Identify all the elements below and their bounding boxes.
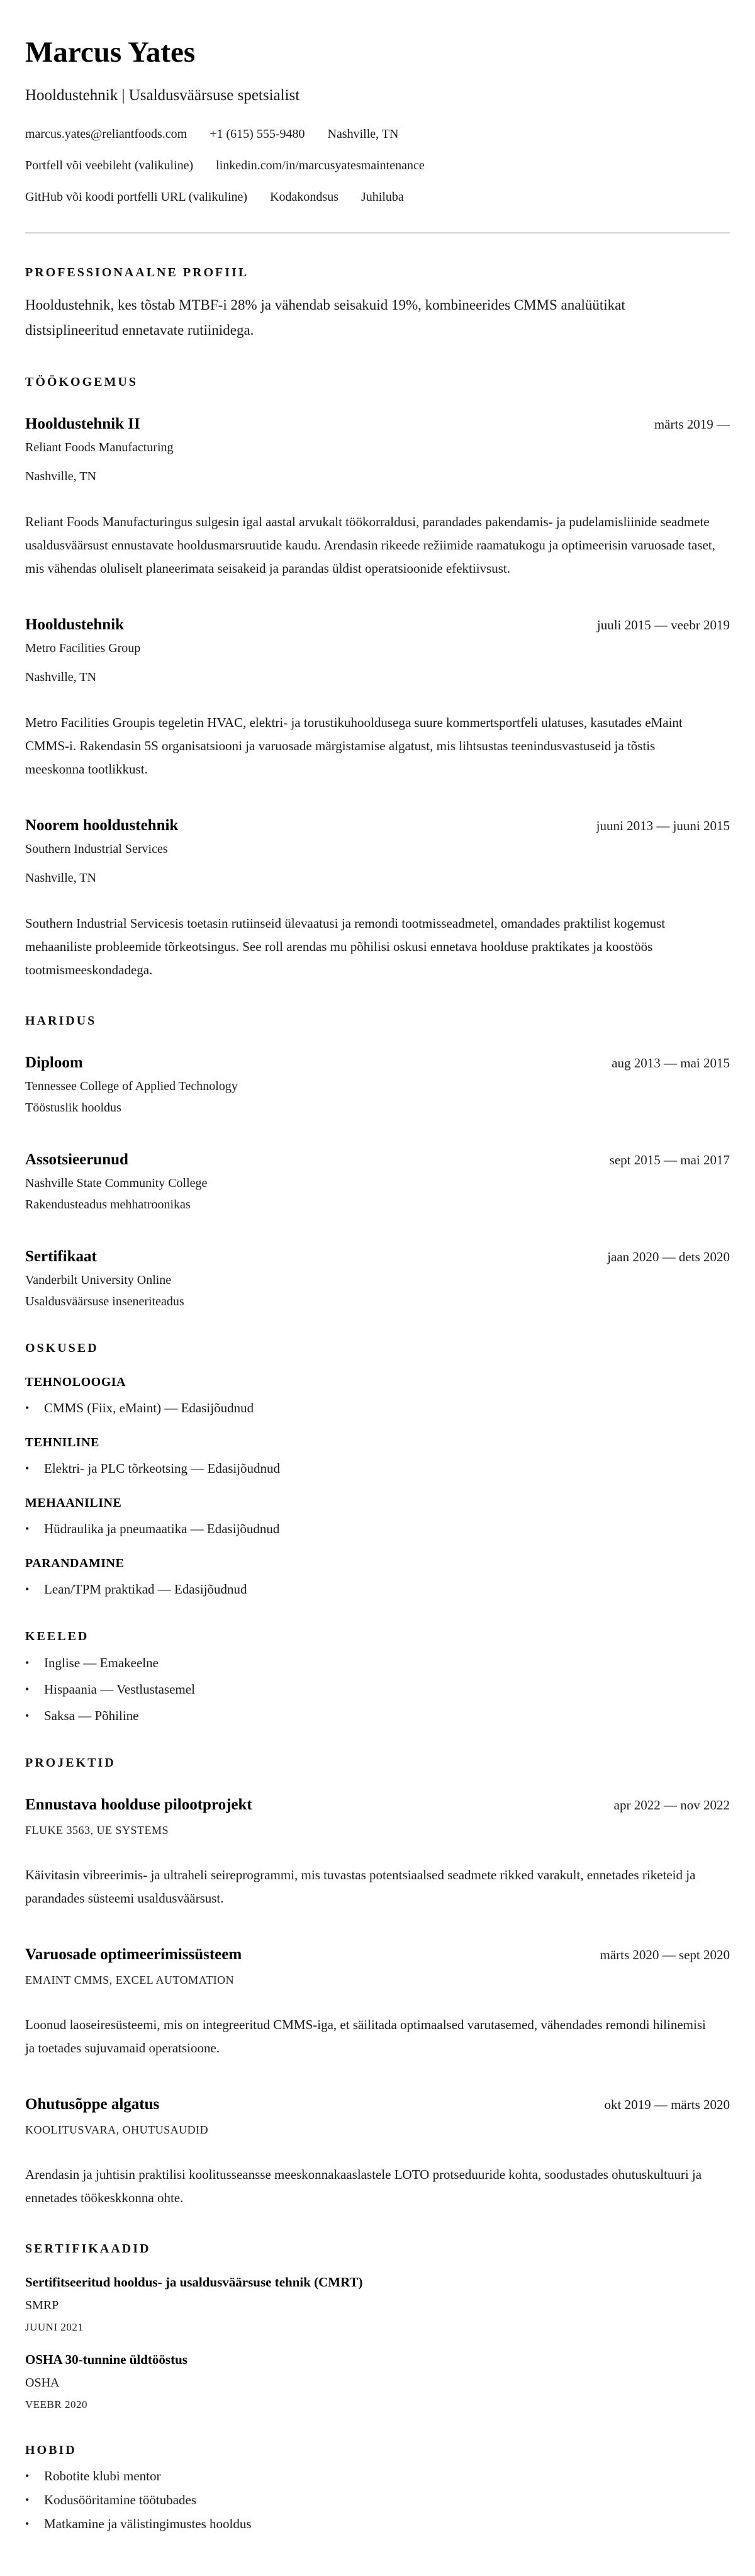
projects-heading: PROJEKTID: [25, 1755, 116, 1770]
job-location: Nashville, TN: [25, 871, 96, 885]
job-entry: [25, 415, 730, 580]
project-entry: [25, 1945, 730, 2060]
bullet-icon: •: [25, 1682, 30, 1696]
bullet-icon: •: [25, 2517, 30, 2531]
contact-row-3: [25, 189, 730, 205]
certification-entry: [25, 2351, 730, 2411]
language-item: [25, 1681, 730, 1697]
language-item-text: Inglise — Emakeelne: [44, 1655, 159, 1670]
skill-category: [25, 1556, 730, 1597]
job-entry-head: [25, 415, 730, 434]
education-dates: sept 2015 — mai 2017: [609, 1152, 730, 1167]
skill-category-name: TEHNOLOOGIA: [25, 1375, 126, 1389]
bullet-icon: •: [25, 1583, 30, 1595]
education-heading: HARIDUS: [25, 1014, 97, 1028]
contact-row-2: [25, 158, 730, 173]
education-entry: [25, 1054, 730, 1115]
job-entry-head: [25, 816, 730, 835]
contact-license-label: Juhiluba: [361, 190, 404, 204]
contact-phone: +1 (615) 555-9480: [210, 127, 305, 141]
skill-item: [25, 1581, 730, 1597]
skill-category-name: TEHNILINE: [25, 1436, 99, 1449]
hobby-item-text: Robotite klubi mentor: [44, 2468, 161, 2484]
education-field: Rakendusteadus mehhatroonikas: [25, 1198, 191, 1212]
languages-heading: KEELED: [25, 1629, 89, 1643]
education-degree: Diploom: [25, 1054, 83, 1071]
project-entry-head: [25, 1945, 730, 1964]
certification-date: JUUNI 2021: [25, 2320, 84, 2333]
profile-text: Hooldustehnik, kes tõstab MTBF-i 28% ja vähendab seisakuid 19%, kombineerides CMMS analüütikat distsiplineeritud ennetavate rutiinidega.: [25, 297, 625, 338]
contact-location: Nashville, TN: [327, 127, 399, 141]
education-entry-head: [25, 1054, 730, 1072]
contact-linkedin: linkedin.com/in/marcusyatesmaintenance: [216, 159, 425, 172]
header-divider: [25, 232, 730, 233]
job-location: Nashville, TN: [25, 670, 96, 684]
hobbies-list: [25, 2468, 730, 2532]
education-degree: Assotsieerunud: [25, 1151, 128, 1168]
skill-category: [25, 1435, 730, 1476]
project-description: Arendasin ja juhtisin praktilisi koolitusseansse meeskonnakaaslastele LOTO protseduuride kohta, soodustades ohutuskultuuri ja ennetades töökeskkonna ohte.: [25, 2166, 702, 2205]
project-entry: [25, 2095, 730, 2210]
education-entry: [25, 1247, 730, 1309]
skill-item: [25, 1400, 730, 1416]
section-hobbies: [25, 2443, 730, 2533]
bullet-icon: •: [25, 2470, 30, 2483]
skill-item-text: Lean/TPM praktikad — Edasijõudnud: [44, 1582, 247, 1597]
job-description: Metro Facilities Groupis tegeletin HVAC, elektri- ja torustikuhooldusega suure kommertsportfeli ulatuses, kasutades eMaint CMMS-i. Rakendasin 5S organisatsiooni ja varuosade märgistamise algatust, mis lihtsustas teenindusvastuseid ja tõstis meeskonna tootlikkust.: [25, 715, 683, 777]
contact-portfolio-label: Portfell või veebileht (valikuline): [25, 159, 194, 172]
certification-title: Sertifitseeritud hooldus- ja usaldusväärsuse tehnik (CMRT): [25, 2274, 363, 2290]
project-entry-head: [25, 1796, 730, 1814]
job-dates: märts 2019 —: [654, 417, 730, 432]
language-item: [25, 1707, 730, 1724]
bullet-icon: •: [25, 1522, 30, 1535]
resume-header: [25, 35, 730, 205]
job-dates: juuli 2015 — veebr 2019: [596, 617, 730, 633]
candidate-name: Marcus Yates: [25, 36, 196, 69]
education-entry: [25, 1150, 730, 1212]
languages-list: [25, 1655, 730, 1724]
skill-item: [25, 1460, 730, 1476]
job-company: Metro Facilities Group: [25, 641, 141, 655]
project-description: Loonud laoseiresüsteemi, mis on integreeritud CMMS-iga, et säilitada optimaalsed varutasemed, vähendades remondi hilinemisi ja toetades sujuvamaid operatsioone.: [25, 2016, 706, 2056]
skill-item-text: Elektri- ja PLC tõrkeotsing — Edasijõudnud: [44, 1461, 281, 1476]
education-school: Tennessee College of Applied Technology: [25, 1079, 238, 1093]
project-title: Varuosade optimeerimissüsteem: [25, 1945, 242, 1963]
education-entry-head: [25, 1150, 730, 1169]
contact-row-1: [25, 127, 730, 142]
project-title: Ennustava hoolduse pilootprojekt: [25, 1796, 252, 1813]
job-company: Southern Industrial Services: [25, 842, 168, 856]
job-dates: juuni 2013 — juuni 2015: [596, 818, 730, 833]
contact-email: marcus.yates@reliantfoods.com: [25, 127, 187, 141]
bullet-icon: •: [25, 1709, 30, 1722]
language-item: [25, 1655, 730, 1671]
skill-category: [25, 1375, 730, 1416]
hobby-item: [25, 2492, 730, 2508]
skill-item-text: Hüdraulika ja pneumaatika — Edasijõudnud: [44, 1521, 280, 1536]
project-dates: apr 2022 — nov 2022: [613, 1797, 730, 1813]
project-entry: [25, 1796, 730, 1910]
hobby-item-text: Matkamine ja välistingimustes hooldus: [44, 2516, 252, 2532]
contact-citizenship-label: Kodakondsus: [270, 190, 338, 204]
project-description: Käivitasin vibreerimis- ja ultraheli seireprogrammi, mis tuvastas potentsiaalsed seadmete rikked varakult, ennetades riketeid ja parandades süsteemi usaldusväärsust.: [25, 1867, 696, 1906]
project-tools: KOOLITUSVARA, OHUTUSAUDID: [25, 2123, 209, 2136]
project-dates: märts 2020 — sept 2020: [600, 1947, 730, 1962]
education-field: Usaldusväärsuse inseneriteadus: [25, 1295, 184, 1308]
skills-heading: OSKUSED: [25, 1341, 99, 1355]
job-title: Hooldustehnik: [25, 616, 125, 633]
project-tools: EMAINT CMMS, EXCEL AUTOMATION: [25, 1973, 235, 1986]
education-school: Vanderbilt University Online: [25, 1273, 172, 1287]
bullet-icon: •: [25, 2494, 30, 2507]
job-description: Reliant Foods Manufacturingus sulgesin igal aastal arvukalt töökorraldusi, parandades pakendamis- ja pudelamisliinide seadmete usaldusväärsust ennustavate hooldusmarsruutide kaudu. Arendasin rikeede režiimide raamatukogu ja optimeerisin varuosade taset, mis vähendas oluliselt planeerimata seisakeid ja parandas üldist operatsioonide efektiivsust.: [25, 514, 715, 576]
profile-heading: PROFESSIONAALNE PROFIIL: [25, 266, 249, 279]
hobby-item-text: Kodusööritamine töötubades: [44, 2492, 197, 2508]
education-dates: aug 2013 — mai 2015: [612, 1055, 730, 1071]
education-school: Nashville State Community College: [25, 1176, 208, 1190]
certification-issuer: SMRP: [25, 2298, 59, 2312]
project-entry-head: [25, 2095, 730, 2114]
bullet-icon: •: [25, 1402, 30, 1414]
job-entry: [25, 816, 730, 982]
skill-category-name: MEHAANILINE: [25, 1496, 122, 1510]
contact-github-label: GitHub või koodi portfelli URL (valikuline): [25, 190, 248, 204]
section-education: [25, 1013, 730, 1309]
education-degree: Sertifikaat: [25, 1248, 97, 1265]
hobbies-heading: HOBID: [25, 2443, 77, 2457]
education-field: Tööstuslik hooldus: [25, 1101, 121, 1115]
section-certifications: [25, 2241, 730, 2411]
candidate-title: Hooldustehnik | Usaldusväärsuse spetsialist: [25, 87, 300, 104]
skill-category: [25, 1495, 730, 1537]
hobby-item: [25, 2516, 730, 2532]
section-skills: [25, 1341, 730, 1597]
certification-issuer: OSHA: [25, 2375, 60, 2390]
job-location: Nashville, TN: [25, 470, 96, 483]
project-tools: FLUKE 3563, UE SYSTEMS: [25, 1823, 169, 1836]
job-title: Hooldustehnik II: [25, 415, 140, 432]
bullet-icon: •: [25, 1462, 30, 1475]
hobby-item: [25, 2468, 730, 2484]
certification-date: VEEBR 2020: [25, 2398, 87, 2410]
job-title: Noorem hooldustehnik: [25, 817, 179, 834]
certification-title: OSHA 30-tunnine üldtööstus: [25, 2351, 187, 2367]
section-languages: [25, 1629, 730, 1724]
education-dates: jaan 2020 — dets 2020: [607, 1249, 730, 1264]
skill-item: [25, 1521, 730, 1537]
skill-item-text: CMMS (Fiix, eMaint) — Edasijõudnud: [44, 1400, 254, 1415]
project-dates: okt 2019 — märts 2020: [604, 2096, 730, 2112]
job-entry: [25, 616, 730, 781]
project-title: Ohutusõppe algatus: [25, 2095, 160, 2113]
experience-heading: TÖÖKOGEMUS: [25, 375, 138, 389]
section-experience: [25, 374, 730, 982]
section-projects: [25, 1755, 730, 2210]
job-company: Reliant Foods Manufacturing: [25, 441, 174, 454]
section-profile: [25, 265, 730, 343]
job-entry-head: [25, 616, 730, 634]
job-description: Southern Industrial Servicesis toetasin rutiinseid ülevaatusi ja remondi tootmisseadmetel, omandades praktilist kogemust mehaaniliste probleemide tõrkeotsingus. See roll arendas mu põhilisi oskusi ennetava hoolduse praktikates ja koostöös tootmismeeskondadega.: [25, 916, 666, 977]
education-entry-head: [25, 1247, 730, 1266]
bullet-icon: •: [25, 1656, 30, 1669]
language-item-text: Hispaania — Vestlustasemel: [44, 1681, 195, 1697]
language-item-text: Saksa — Põhiline: [44, 1707, 139, 1723]
skill-category-name: PARANDAMINE: [25, 1556, 125, 1570]
certifications-heading: SERTIFIKAADID: [25, 2241, 151, 2256]
certification-entry: [25, 2274, 730, 2334]
